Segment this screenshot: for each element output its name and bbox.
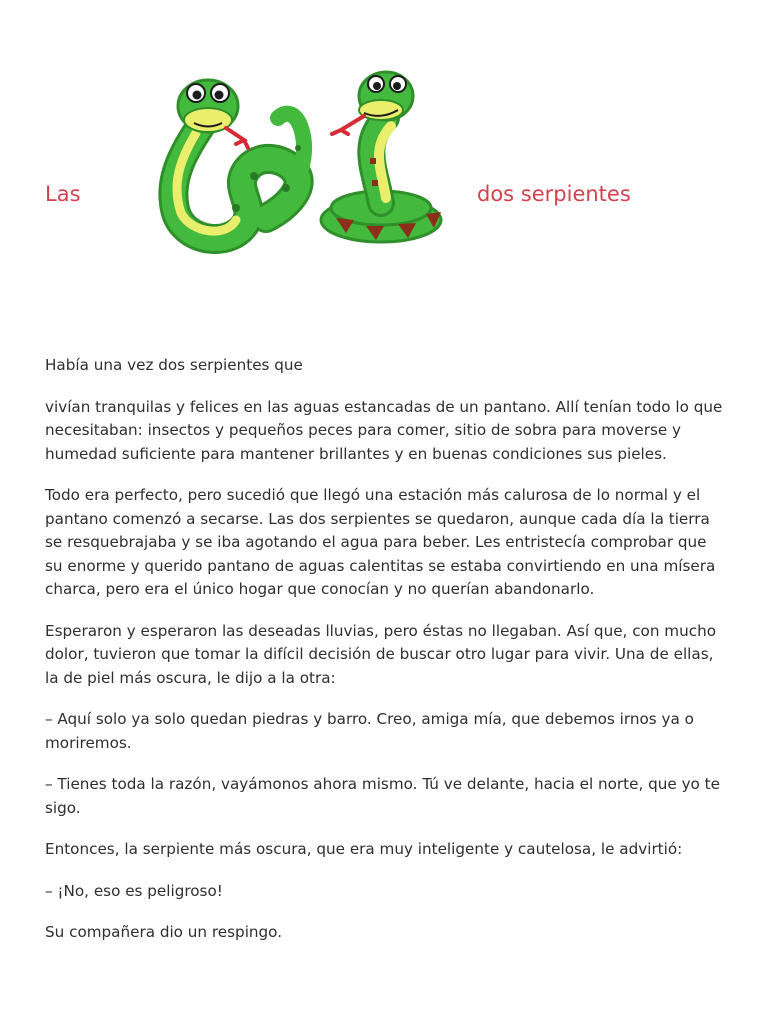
- paragraph: vivían tranquilas y felices en las aguas estancadas de un pantano. Allí tenían todo lo que necesitaban: insectos y pequeños peces para comer, sitio de sobra para moverse y humedad suficiente para mantener brillantes y en buenas condiciones sus pieles.: [45, 397, 723, 463]
- paragraph: – Tienes toda la razón, vayámonos ahora mismo. Tú ve delante, hacia el norte, que yo te sigo.: [45, 775, 720, 817]
- paragraph: Su compañera dio un respingo.: [45, 923, 283, 941]
- paragraph: – Aquí solo ya solo quedan piedras y barro. Creo, amiga mía, que debemos irnos ya o moriremos.: [45, 710, 694, 752]
- paragraph: – ¡No, eso es peligroso!: [45, 881, 223, 900]
- left-snake: [173, 80, 304, 239]
- title-part-left: Las: [45, 182, 81, 206]
- paragraph: Todo era perfecto, pero sucedió que llegó una estación más calurosa de lo normal y el pantano comenzó a secarse. Las dos serpientes se quedaron, aunque cada día la tierra se resquebrajaba y se iba agotando el agua para beber. Les entristecía comprobar que su enorme y querido pantano de aguas calentitas se estaba convirtiendo en una mísera charca, pero era el único hogar que conocían y no querían abandonarlo.: [45, 486, 716, 598]
- title-part-right: dos serpientes: [477, 182, 631, 206]
- paragraph: Había una vez dos serpientes que: [45, 356, 303, 374]
- two-snakes-icon: [136, 48, 466, 268]
- right-snake: [321, 72, 441, 242]
- story-body: [45, 354, 725, 963]
- paragraph: Entonces, la serpiente más oscura, que era muy inteligente y cautelosa, le advirtió:: [45, 840, 683, 858]
- paragraph: Esperaron y esperaron las deseadas lluvias, pero éstas no llegaban. Así que, con mucho dolor, tuvieron que tomar la difícil decisión de buscar otro lugar para vivir. Una de ellas, la de piel más oscura, le dijo a la otra:: [45, 621, 716, 687]
